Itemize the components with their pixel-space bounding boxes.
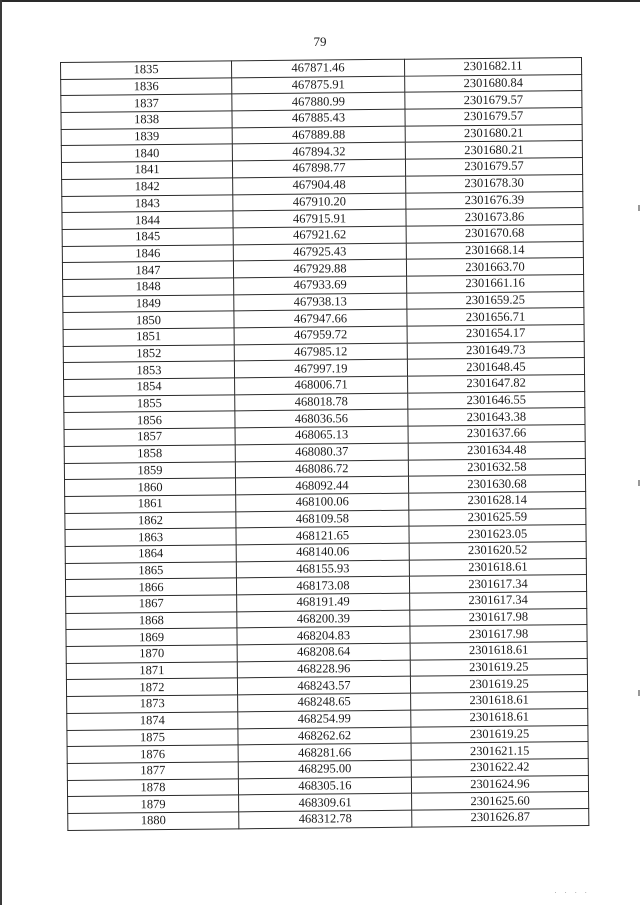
- point-number-cell: 1863: [65, 528, 236, 546]
- x-coordinate-cell: 467938.13: [234, 293, 407, 311]
- y-coordinate-cell: 2301648.45: [407, 358, 584, 376]
- x-coordinate-cell: 467933.69: [234, 276, 407, 294]
- y-coordinate-cell: 2301626.87: [412, 808, 589, 826]
- y-coordinate-cell: 2301654.17: [407, 324, 584, 342]
- y-coordinate-cell: 2301679.57: [405, 158, 582, 176]
- y-coordinate-cell: 2301624.96: [411, 775, 588, 793]
- scan-edge-left: [0, 0, 2, 905]
- point-number-cell: 1847: [62, 261, 233, 279]
- point-number-cell: 1838: [61, 111, 232, 129]
- x-coordinate-cell: 468121.65: [236, 526, 409, 544]
- x-coordinate-cell: 468262.62: [238, 727, 411, 745]
- y-coordinate-cell: 2301646.55: [408, 391, 585, 409]
- x-coordinate-cell: 467885.43: [232, 109, 405, 127]
- y-coordinate-cell: 2301622.42: [411, 758, 588, 776]
- x-coordinate-cell: 468092.44: [236, 476, 409, 494]
- x-coordinate-cell: 467959.72: [234, 326, 407, 344]
- point-number-cell: 1845: [62, 228, 233, 246]
- x-coordinate-cell: 468100.06: [236, 493, 409, 511]
- x-coordinate-cell: 467889.88: [232, 126, 405, 144]
- x-coordinate-cell: 468200.39: [237, 610, 410, 628]
- point-number-cell: 1864: [65, 545, 236, 563]
- point-number-cell: 1872: [66, 678, 237, 696]
- point-number-cell: 1861: [65, 495, 236, 513]
- y-coordinate-cell: 2301625.60: [412, 792, 589, 810]
- point-number-cell: 1875: [67, 728, 238, 746]
- point-number-cell: 1840: [61, 144, 232, 162]
- x-coordinate-cell: 467880.99: [232, 93, 405, 111]
- point-number-cell: 1867: [66, 595, 237, 613]
- y-coordinate-cell: 2301679.57: [405, 91, 582, 109]
- point-number-cell: 1835: [61, 61, 232, 79]
- x-coordinate-cell: 468228.96: [237, 660, 410, 678]
- y-coordinate-cell: 2301618.61: [410, 642, 587, 660]
- y-coordinate-cell: 2301659.25: [407, 291, 584, 309]
- y-coordinate-cell: 2301668.14: [406, 241, 583, 259]
- x-coordinate-cell: 467871.46: [231, 59, 404, 77]
- x-coordinate-cell: 467875.91: [232, 76, 405, 94]
- x-coordinate-cell: 468155.93: [236, 560, 409, 578]
- point-number-cell: 1871: [66, 662, 237, 680]
- x-coordinate-cell: 468312.78: [239, 810, 412, 828]
- point-number-cell: 1862: [65, 511, 236, 529]
- point-number-cell: 1869: [66, 628, 237, 646]
- x-coordinate-cell: 468204.83: [237, 627, 410, 645]
- point-number-cell: 1850: [63, 311, 234, 329]
- x-coordinate-cell: 467985.12: [234, 343, 407, 361]
- point-number-cell: 1874: [67, 712, 238, 730]
- x-coordinate-cell: 467915.91: [233, 209, 406, 227]
- point-number-cell: 1868: [66, 612, 237, 630]
- y-coordinate-cell: 2301682.11: [404, 57, 581, 75]
- y-coordinate-cell: 2301628.14: [409, 491, 586, 509]
- y-coordinate-cell: 2301619.25: [410, 658, 587, 676]
- point-number-cell: 1839: [61, 128, 232, 146]
- x-coordinate-cell: 468109.58: [236, 510, 409, 528]
- y-coordinate-cell: 2301625.59: [409, 508, 586, 526]
- x-coordinate-cell: 468295.00: [238, 760, 411, 778]
- x-coordinate-cell: 467904.48: [233, 176, 406, 194]
- point-number-cell: 1857: [64, 428, 235, 446]
- point-number-cell: 1870: [66, 645, 237, 663]
- point-number-cell: 1865: [65, 561, 236, 579]
- y-coordinate-cell: 2301634.48: [408, 441, 585, 459]
- y-coordinate-cell: 2301630.68: [408, 475, 585, 493]
- y-coordinate-cell: 2301632.58: [408, 458, 585, 476]
- y-coordinate-cell: 2301673.86: [406, 208, 583, 226]
- coordinates-table: [60, 57, 589, 831]
- x-coordinate-cell: 467997.19: [234, 360, 407, 378]
- y-coordinate-cell: 2301619.25: [411, 725, 588, 743]
- y-coordinate-cell: 2301643.38: [408, 408, 585, 426]
- point-number-cell: 1844: [62, 211, 233, 229]
- x-coordinate-cell: 468173.08: [236, 576, 409, 594]
- point-number-cell: 1853: [63, 361, 234, 379]
- x-coordinate-cell: 468036.56: [235, 410, 408, 428]
- y-coordinate-cell: 2301680.84: [405, 74, 582, 92]
- y-coordinate-cell: 2301621.15: [411, 742, 588, 760]
- point-number-cell: 1856: [64, 411, 235, 429]
- y-coordinate-cell: 2301678.30: [406, 174, 583, 192]
- x-coordinate-cell: 468006.71: [235, 376, 408, 394]
- y-coordinate-cell: 2301670.68: [406, 224, 583, 242]
- y-coordinate-cell: 2301617.34: [410, 591, 587, 609]
- point-number-cell: 1877: [67, 762, 238, 780]
- point-number-cell: 1855: [64, 395, 235, 413]
- page-number: 79: [313, 34, 327, 49]
- x-coordinate-cell: 467925.43: [233, 243, 406, 261]
- x-coordinate-cell: 468191.49: [237, 593, 410, 611]
- y-coordinate-cell: 2301649.73: [407, 341, 584, 359]
- point-number-cell: 1851: [63, 328, 234, 346]
- y-coordinate-cell: 2301637.66: [408, 425, 585, 443]
- point-number-cell: 1846: [62, 244, 233, 262]
- y-coordinate-cell: 2301623.05: [409, 525, 586, 543]
- point-number-cell: 1878: [67, 778, 238, 796]
- y-coordinate-cell: 2301680.21: [405, 141, 582, 159]
- coordinates-table-body: [61, 57, 589, 830]
- y-coordinate-cell: 2301661.16: [407, 274, 584, 292]
- point-number-cell: 1879: [68, 795, 239, 813]
- x-coordinate-cell: 468281.66: [238, 743, 411, 761]
- x-coordinate-cell: 468086.72: [235, 460, 408, 478]
- point-number-cell: 1837: [61, 94, 232, 112]
- y-coordinate-cell: 2301617.98: [410, 608, 587, 626]
- point-number-cell: 1854: [64, 378, 235, 396]
- x-coordinate-cell: 468018.78: [235, 393, 408, 411]
- x-coordinate-cell: 467921.62: [233, 226, 406, 244]
- x-coordinate-cell: 467910.20: [233, 193, 406, 211]
- x-coordinate-cell: 467929.88: [233, 259, 406, 277]
- y-coordinate-cell: 2301618.61: [411, 708, 588, 726]
- x-coordinate-cell: 467947.66: [234, 309, 407, 327]
- y-coordinate-cell: 2301679.57: [405, 108, 582, 126]
- y-coordinate-cell: 2301618.61: [409, 558, 586, 576]
- point-number-cell: 1849: [63, 294, 234, 312]
- y-coordinate-cell: 2301617.34: [409, 575, 586, 593]
- x-coordinate-cell: 468254.99: [238, 710, 411, 728]
- point-number-cell: 1859: [64, 461, 235, 479]
- point-number-cell: 1866: [65, 578, 236, 596]
- y-coordinate-cell: 2301617.98: [410, 625, 587, 643]
- point-number-cell: 1852: [63, 345, 234, 363]
- y-coordinate-cell: 2301680.21: [405, 124, 582, 142]
- point-number-cell: 1841: [61, 161, 232, 179]
- y-coordinate-cell: 2301656.71: [407, 308, 584, 326]
- point-number-cell: 1858: [64, 445, 235, 463]
- point-number-cell: 1843: [62, 194, 233, 212]
- point-number-cell: 1848: [63, 278, 234, 296]
- point-number-cell: 1842: [62, 178, 233, 196]
- y-coordinate-cell: 2301619.25: [410, 675, 587, 693]
- y-coordinate-cell: 2301620.52: [409, 541, 586, 559]
- x-coordinate-cell: 468309.61: [239, 793, 412, 811]
- point-number-cell: 1836: [61, 78, 232, 96]
- y-coordinate-cell: 2301647.82: [408, 375, 585, 393]
- scan-edge-top: [0, 0, 640, 2]
- point-number-cell: 1873: [67, 695, 238, 713]
- y-coordinate-cell: 2301676.39: [406, 191, 583, 209]
- scan-specks: · · · ·: [554, 889, 590, 897]
- x-coordinate-cell: 468248.65: [238, 693, 411, 711]
- point-number-cell: 1876: [67, 745, 238, 763]
- x-coordinate-cell: 468065.13: [235, 426, 408, 444]
- x-coordinate-cell: 468243.57: [237, 677, 410, 695]
- x-coordinate-cell: 468080.37: [235, 443, 408, 461]
- x-coordinate-cell: 468305.16: [238, 777, 411, 795]
- x-coordinate-cell: 468208.64: [237, 643, 410, 661]
- point-number-cell: 1860: [65, 478, 236, 496]
- point-number-cell: 1880: [68, 812, 239, 830]
- x-coordinate-cell: 467898.77: [232, 159, 405, 177]
- x-coordinate-cell: 467894.32: [232, 143, 405, 161]
- y-coordinate-cell: 2301663.70: [406, 258, 583, 276]
- x-coordinate-cell: 468140.06: [236, 543, 409, 561]
- y-coordinate-cell: 2301618.61: [411, 692, 588, 710]
